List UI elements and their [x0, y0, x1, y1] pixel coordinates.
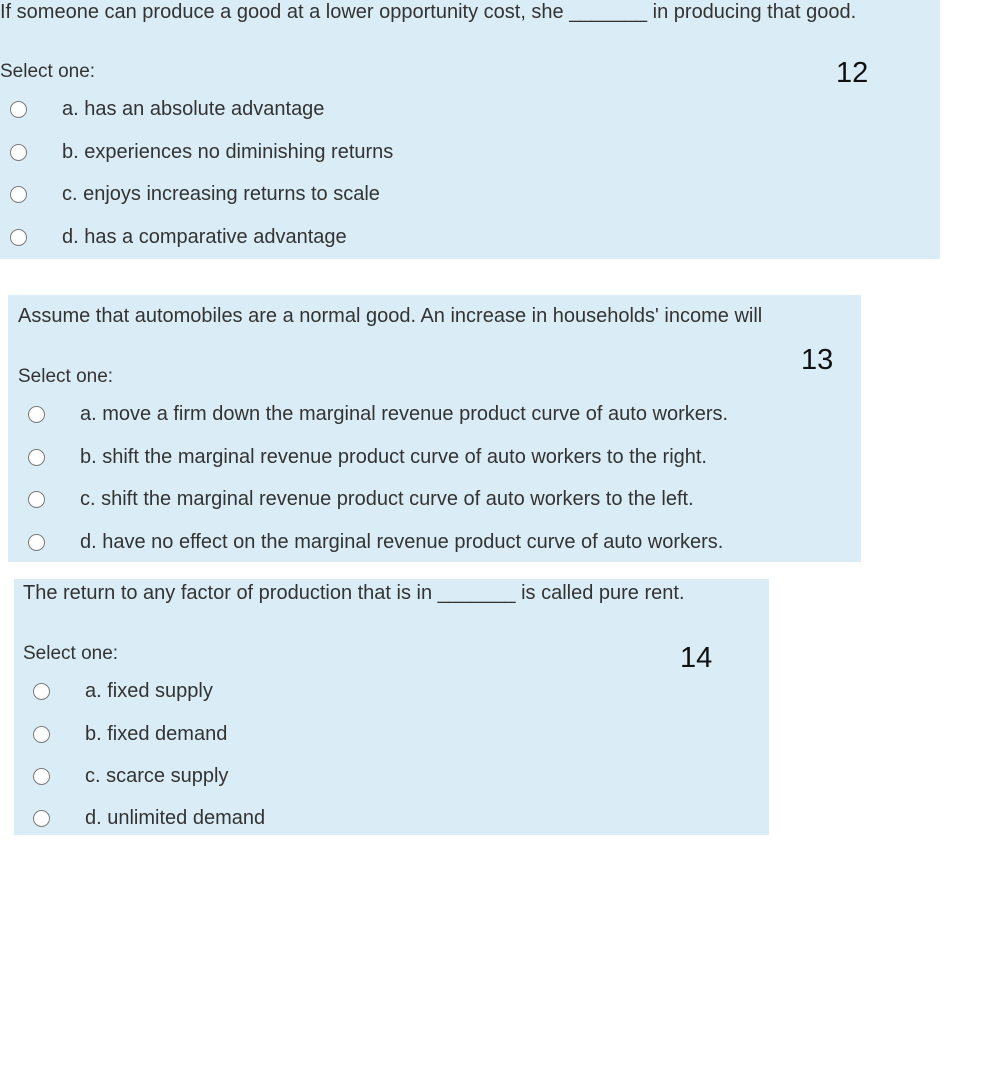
select-one-label: Select one: [18, 366, 114, 387]
option-label: d. has a comparative advantage [62, 226, 347, 248]
option-b[interactable] [23, 719, 227, 749]
question-number: 13 [801, 344, 834, 376]
option-label: d. unlimited demand [85, 807, 266, 829]
option-a[interactable] [0, 94, 324, 124]
option-c[interactable] [0, 179, 380, 209]
radio-button[interactable] [28, 449, 45, 466]
option-a[interactable] [23, 676, 213, 706]
question-number: 12 [836, 57, 869, 89]
radio-button[interactable] [10, 186, 27, 203]
radio-button[interactable] [10, 144, 27, 161]
option-label: d. have no effect on the marginal revenue product curve of auto workers. [80, 531, 724, 553]
question-text: The return to any factor of production that is in _______ is called pure rent. [23, 582, 685, 604]
radio-button[interactable] [33, 726, 50, 743]
option-d[interactable] [0, 222, 347, 252]
option-label: c. scarce supply [85, 765, 229, 787]
radio-button[interactable] [33, 810, 50, 827]
select-one-label: Select one: [23, 643, 119, 664]
question-13-panel [8, 295, 861, 562]
select-one-label: Select one: [0, 61, 96, 82]
radio-button[interactable] [10, 101, 27, 118]
question-12-panel [0, 0, 940, 259]
question-text: Assume that automobiles are a normal good. An increase in households' income will [18, 305, 763, 327]
option-b[interactable] [18, 442, 707, 472]
option-label: a. move a firm down the marginal revenue product curve of auto workers. [80, 403, 729, 425]
question-number: 14 [680, 642, 713, 674]
radio-button[interactable] [28, 534, 45, 551]
option-d[interactable] [18, 527, 723, 557]
option-d[interactable] [23, 803, 265, 833]
option-label: c. shift the marginal revenue product curve of auto workers to the left. [80, 488, 694, 510]
radio-button[interactable] [28, 491, 45, 508]
question-14-panel [14, 579, 769, 835]
option-label: a. fixed supply [85, 680, 213, 702]
question-text: If someone can produce a good at a lower opportunity cost, she _______ in producing that good. [0, 1, 857, 23]
option-label: b. shift the marginal revenue product curve of auto workers to the right. [80, 446, 707, 468]
option-label: b. experiences no diminishing returns [62, 141, 394, 163]
option-b[interactable] [0, 137, 393, 167]
radio-button[interactable] [28, 406, 45, 423]
radio-button[interactable] [33, 768, 50, 785]
radio-button[interactable] [33, 683, 50, 700]
option-label: c. enjoys increasing returns to scale [62, 183, 380, 205]
radio-button[interactable] [10, 229, 27, 246]
option-c[interactable] [23, 761, 228, 791]
option-c[interactable] [18, 484, 694, 514]
option-label: a. has an absolute advantage [62, 98, 325, 120]
option-a[interactable] [18, 399, 728, 429]
option-label: b. fixed demand [85, 723, 228, 745]
